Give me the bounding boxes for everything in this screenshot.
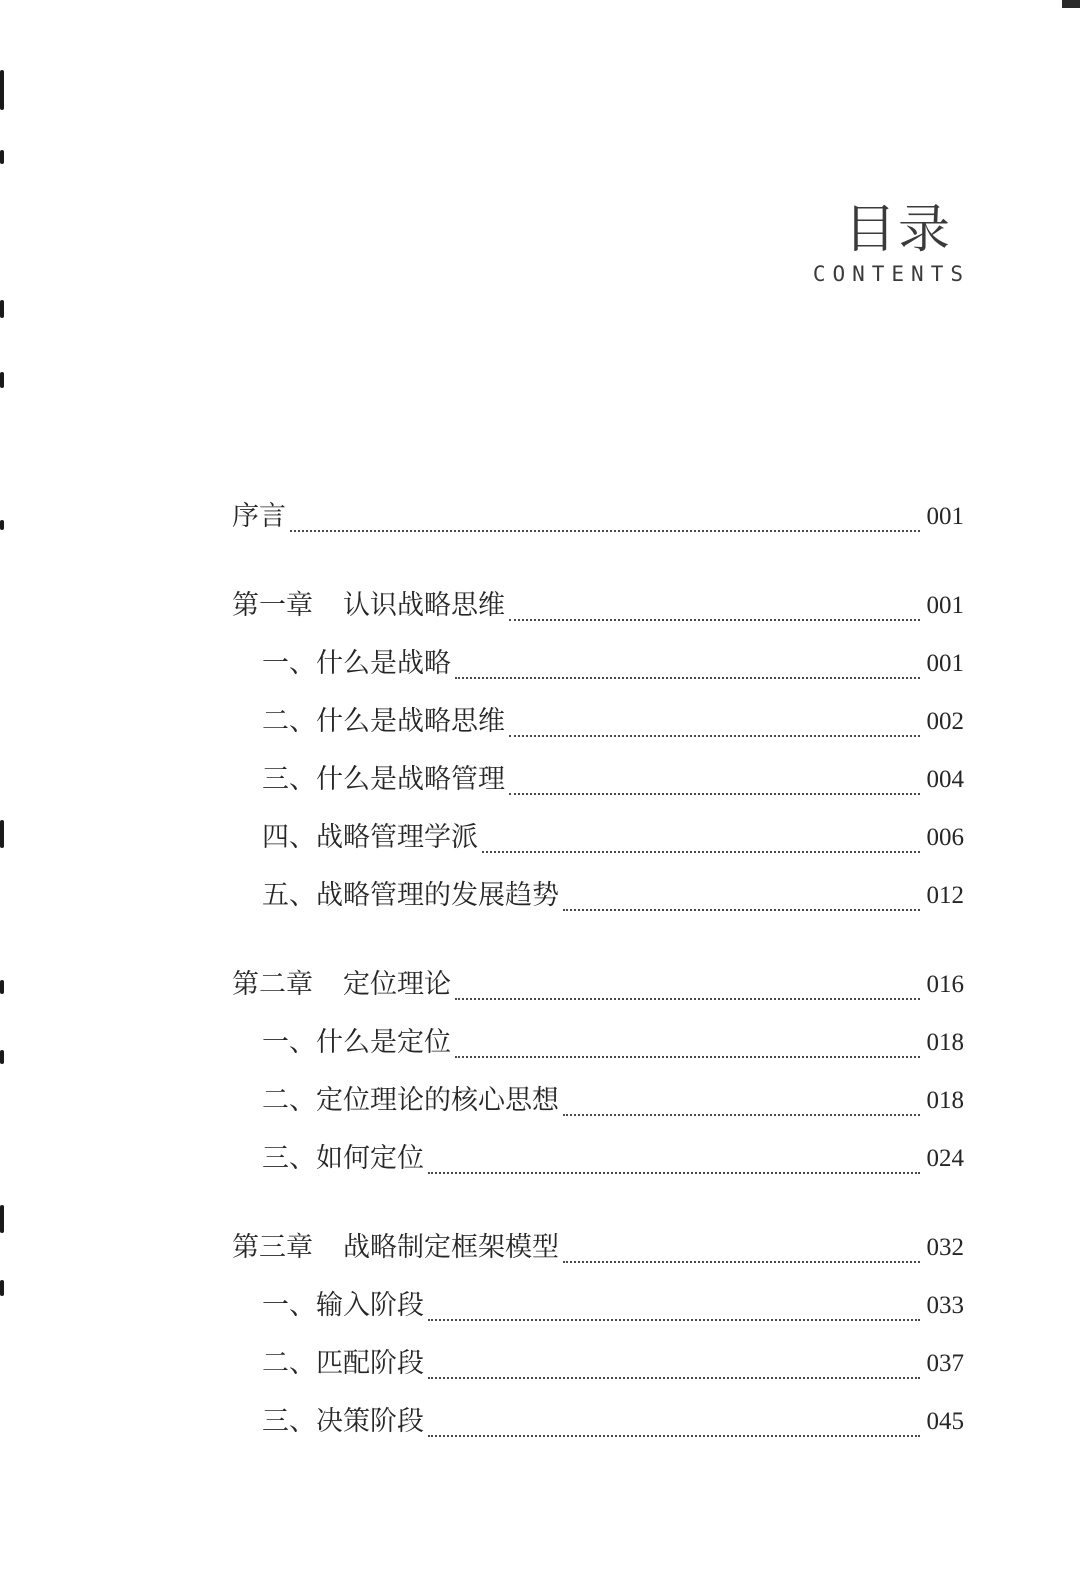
chapter-title: 战略制定框架模型 xyxy=(343,1232,559,1263)
dot-leader xyxy=(290,530,920,532)
page-title: 目录 xyxy=(843,200,952,260)
toc-header xyxy=(710,198,970,286)
toc-page-number: 016 xyxy=(926,971,964,998)
toc-section-label: 一、什么是战略 xyxy=(262,648,451,679)
toc-section-label: 三、决策阶段 xyxy=(262,1406,424,1437)
dot-leader xyxy=(455,1056,920,1058)
toc-chapter-label xyxy=(232,956,451,1014)
toc-page-number: 018 xyxy=(926,1087,964,1114)
dot-leader xyxy=(563,1114,920,1116)
dot-leader xyxy=(428,1172,920,1174)
page-subtitle: CONTENTS xyxy=(812,262,970,286)
dot-leader xyxy=(509,735,920,737)
toc-page-number: 001 xyxy=(926,503,964,530)
toc-section-label: 二、定位理论的核心思想 xyxy=(262,1085,559,1116)
toc-page-number: 033 xyxy=(926,1292,964,1319)
chapter-number: 第二章 xyxy=(232,969,313,1000)
chapter-number: 第一章 xyxy=(232,590,313,621)
toc-section-label: 四、战略管理学派 xyxy=(262,822,478,853)
toc-section[interactable] xyxy=(232,1393,964,1451)
toc-chapter-label xyxy=(232,577,505,635)
toc-section[interactable] xyxy=(232,751,964,809)
toc-page-number: 018 xyxy=(926,1029,964,1056)
chapter-title: 认识战略思维 xyxy=(343,590,505,621)
toc-section[interactable] xyxy=(232,809,964,867)
toc-page-number: 004 xyxy=(926,766,964,793)
toc-chapter-3[interactable] xyxy=(232,1219,964,1277)
toc-chapter-2[interactable] xyxy=(232,956,964,1014)
toc-chapter-label xyxy=(232,1219,559,1277)
dot-leader xyxy=(455,677,920,679)
toc-section[interactable] xyxy=(232,693,964,751)
toc-page-number: 037 xyxy=(926,1350,964,1377)
toc-section[interactable] xyxy=(232,1014,964,1072)
toc-entry-preface[interactable] xyxy=(232,488,964,546)
toc-section[interactable] xyxy=(232,1072,964,1130)
toc-page-number: 012 xyxy=(926,882,964,909)
chapter-title: 定位理论 xyxy=(343,969,451,1000)
dot-leader xyxy=(428,1377,920,1379)
dot-leader xyxy=(563,909,920,911)
scan-edge-artifacts xyxy=(0,0,10,1579)
toc-section-label: 二、匹配阶段 xyxy=(262,1348,424,1379)
toc-entry-label: 序言 xyxy=(232,501,286,532)
toc-section-label: 五、战略管理的发展趋势 xyxy=(262,880,559,911)
dot-leader xyxy=(509,619,920,621)
toc-section-label: 三、如何定位 xyxy=(262,1143,424,1174)
toc-page-number: 045 xyxy=(926,1408,964,1435)
toc-section-label: 一、输入阶段 xyxy=(262,1290,424,1321)
toc-page-number: 032 xyxy=(926,1234,964,1261)
scan-corner-artifact xyxy=(1062,0,1080,8)
dot-leader xyxy=(482,851,920,853)
toc-page-number: 024 xyxy=(926,1145,964,1172)
toc-section-label: 三、什么是战略管理 xyxy=(262,764,505,795)
toc-section[interactable] xyxy=(232,635,964,693)
toc-section[interactable] xyxy=(232,1277,964,1335)
toc-page-number: 002 xyxy=(926,708,964,735)
toc-section-label: 二、什么是战略思维 xyxy=(262,706,505,737)
dot-leader xyxy=(509,793,920,795)
dot-leader xyxy=(455,998,920,1000)
dot-leader xyxy=(428,1435,920,1437)
toc-page-number: 001 xyxy=(926,592,964,619)
toc-page-number: 006 xyxy=(926,824,964,851)
dot-leader xyxy=(563,1261,920,1263)
chapter-number: 第三章 xyxy=(232,1232,313,1263)
toc-chapter-1[interactable] xyxy=(232,577,964,635)
toc-section[interactable] xyxy=(232,1335,964,1393)
toc-page-number: 001 xyxy=(926,650,964,677)
dot-leader xyxy=(428,1319,920,1321)
table-of-contents xyxy=(232,488,964,1451)
toc-section[interactable] xyxy=(232,1130,964,1188)
toc-section-label: 一、什么是定位 xyxy=(262,1027,451,1058)
toc-section[interactable] xyxy=(232,867,964,925)
